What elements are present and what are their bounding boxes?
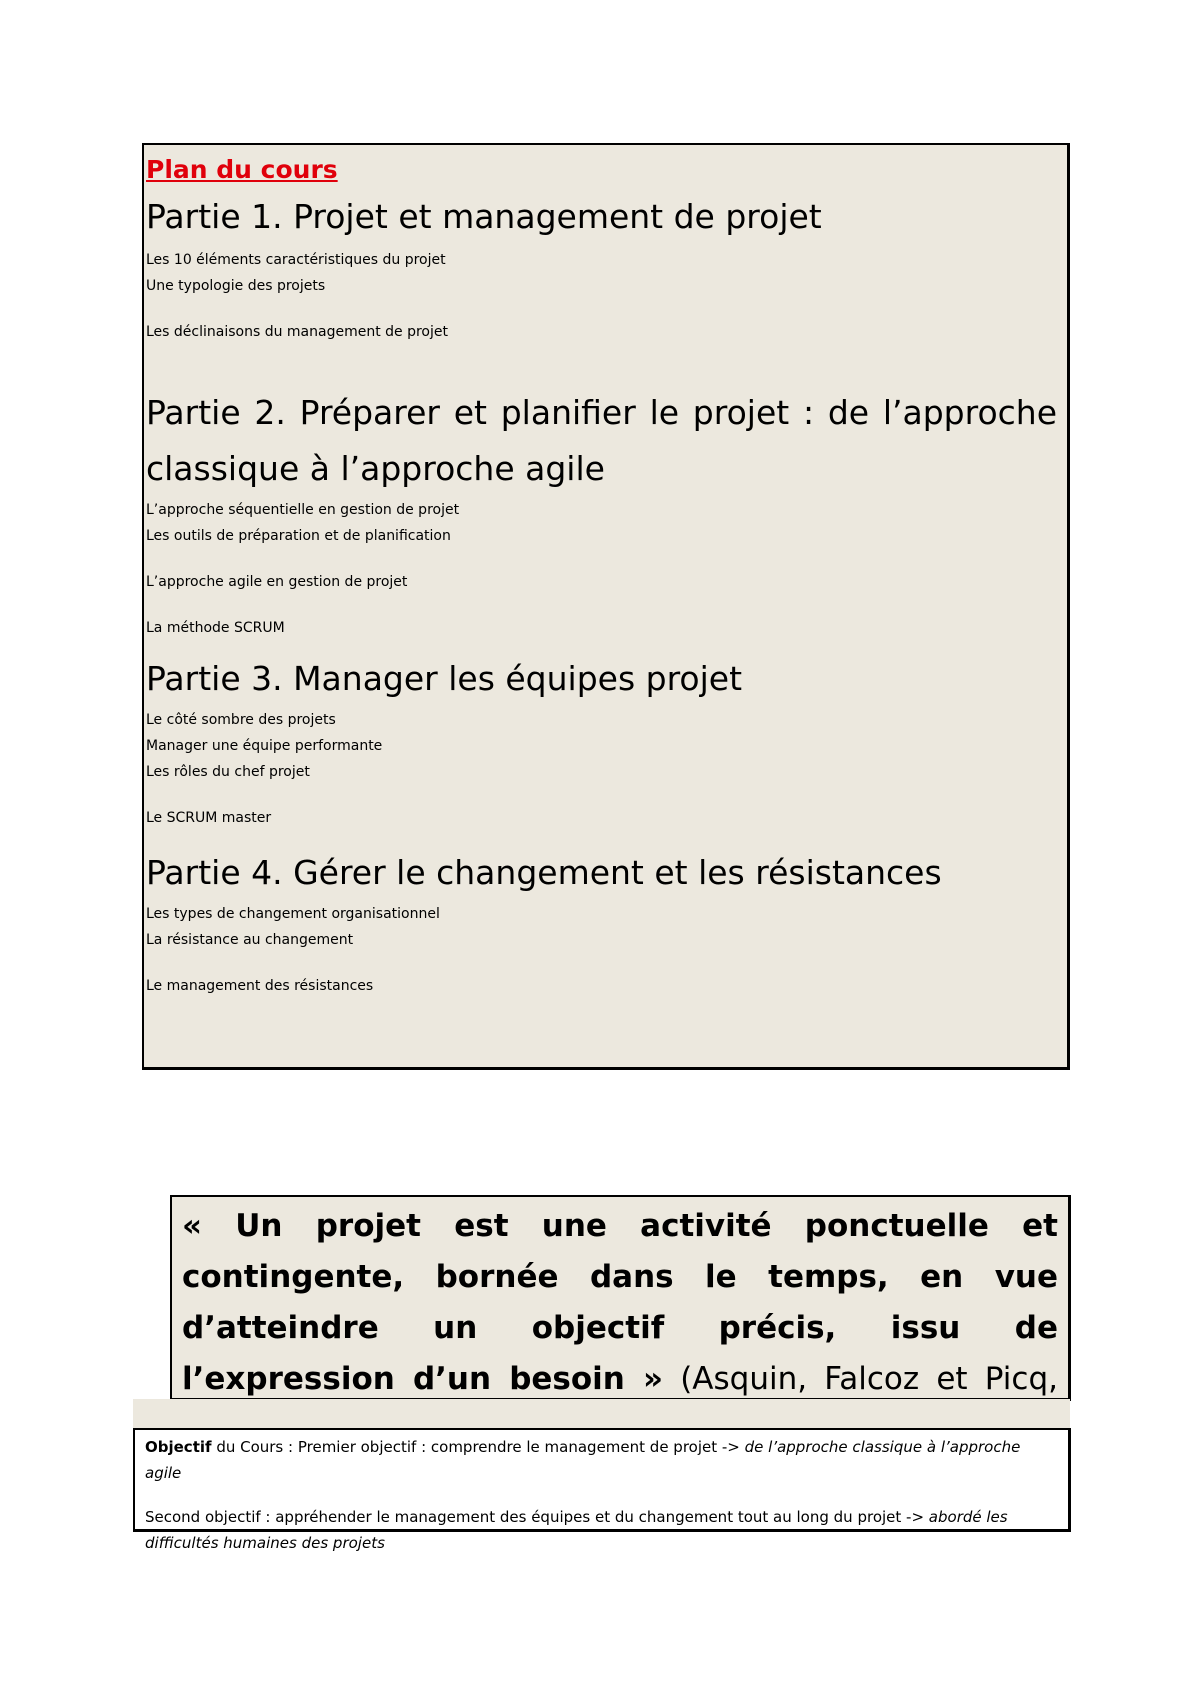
objective-line-2: Second objectif : appréhender le management des équipes et du changement tout au long du projet -> abordé les difficultés humaines des projets	[145, 1508, 1008, 1552]
part-4-title: Partie 4. Gérer le changement et les résistances	[146, 853, 942, 892]
part-3-item: Manager une équipe performante	[146, 738, 383, 754]
objective-label: Objectif	[145, 1438, 212, 1456]
part-1-item: Les déclinaisons du management de projet	[146, 324, 448, 340]
part-1-title: Partie 1. Projet et management de projet	[146, 197, 822, 236]
part-2-title: Partie 2. Préparer et planifier le projet : de l’approche classique à l’approche agile	[146, 393, 1057, 488]
part-2-item: L’approche séquentielle en gestion de projet	[146, 502, 460, 518]
part-2-item: L’approche agile en gestion de projet	[146, 574, 408, 590]
part-1-item: Une typologie des projets	[146, 278, 326, 294]
part-4-item: Le management des résistances	[146, 978, 374, 994]
part-2-item: Les outils de préparation et de planification	[146, 528, 451, 544]
course-plan-box	[142, 143, 1070, 1070]
objective-line-1: Objectif du Cours : Premier objectif : comprendre le management de projet -> de l’approche classique à l’approche agile	[145, 1438, 1021, 1482]
shaded-strip	[133, 1399, 1070, 1429]
part-3-title: Partie 3. Manager les équipes projet	[146, 659, 743, 698]
part-2-item: La méthode SCRUM	[146, 620, 285, 636]
plan-title: Plan du cours	[146, 155, 338, 184]
part-1-item: Les 10 éléments caractéristiques du projet	[146, 252, 446, 268]
quote-text: « Un projet est une activité ponctuelle et contingente, bornée dans le temps, en vue d’atteindre un objectif précis, issu de l’expression d’un besoin »	[182, 1208, 1058, 1397]
part-3-item: Le côté sombre des projets	[146, 712, 336, 728]
definition-quote-box	[170, 1195, 1071, 1401]
part-4-item: Les types de changement organisationnel	[146, 906, 440, 922]
part-3-item: Le SCRUM master	[146, 810, 272, 826]
objectives-box	[133, 1428, 1071, 1552]
quote-citation: (Asquin, Falcoz et Picq,	[680, 1361, 1058, 1397]
part-3-item: Les rôles du chef projet	[146, 764, 310, 780]
part-4-item: La résistance au changement	[146, 932, 354, 948]
